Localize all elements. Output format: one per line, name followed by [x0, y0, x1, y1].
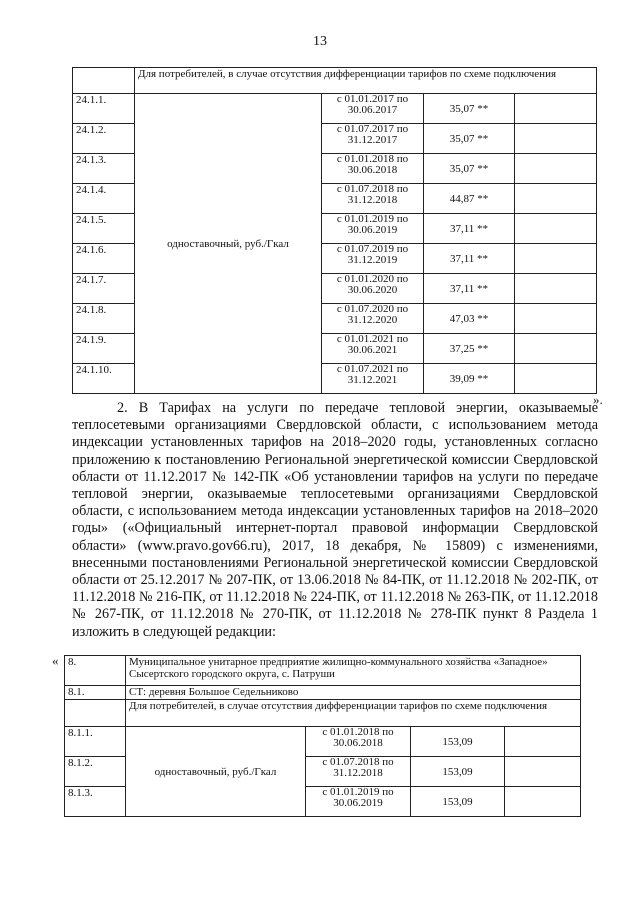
row-number: 8.1.: [65, 686, 126, 700]
rate-type: одноставочный, руб./Гкал: [135, 94, 322, 394]
empty-cell: [515, 214, 597, 244]
empty-cell: [515, 334, 597, 364]
tariff-row: [73, 94, 597, 124]
empty-cell: [73, 68, 135, 94]
tariff-value: 37,25 **: [424, 334, 515, 364]
empty-cell: [515, 244, 597, 274]
consumer-condition: Для потребителей, в случае отсутствия дифференциации тарифов по схеме подключения: [126, 700, 581, 727]
row-number: 24.1.7.: [73, 274, 135, 304]
row-number: 24.1.3.: [73, 154, 135, 184]
tariff-value: 35,07 **: [424, 94, 515, 124]
table-condition-row: [65, 700, 581, 727]
rate-type: одноставочный, руб./Гкал: [126, 727, 306, 817]
amendment-paragraph: 2. В Тарифах на услуги по передаче тепловой энергии, оказываемые теплосетевыми организациями Свердловской области, с использованием метода индексации установленных тарифов на 2018–2020 годы, установленных согласно приложению к постановлению Региональной энергетической комиссии Свердловской области от 11.12.2017 № 142-ПК «Об установлении тарифов на услуги по передаче тепловой энергии, оказываемые теплосетевыми организациями Свердловской области, с использованием метода индексации установленных тарифов на 2018–2020 годы» («Официальный интернет-портал правовой информации Свердловской области» (www.pravo.gov66.ru), 2017, 18 декабря, № 15809) с изменениями, внесенными постановлениями Региональной энергетической комиссии Свердловской области от 25.12.2017 № 207-ПК, от 13.06.2018 № 84-ПК, от 11.12.2018 № 202-ПК, от 11.12.2018 № 216-ПК, от 11.12.2018 № 224-ПК, от 11.12.2018 № 263-ПК, от 11.12.2018 № 267-ПК, от 11.12.2018 № 270-ПК, от 11.12.2018 № 278-ПК пункт 8 Раздела 1 изложить в следующей редакции:: [72, 400, 598, 640]
period: с 01.07.2021 по 31.12.2021: [322, 364, 424, 394]
tariff-value: 44,87 **: [424, 184, 515, 214]
organization-row: [65, 656, 581, 686]
empty-cell: [515, 364, 597, 394]
empty-cell: [65, 700, 126, 727]
tariff-value: 37,11 **: [424, 214, 515, 244]
tariff-value: 35,07 **: [424, 154, 515, 184]
empty-cell: [505, 757, 581, 787]
tariff-table-new: [64, 655, 581, 817]
period: с 01.01.2019 по 30.06.2019: [322, 214, 424, 244]
period: с 01.01.2019 по 30.06.2019: [306, 787, 411, 817]
period: с 01.07.2018 по 31.12.2018: [306, 757, 411, 787]
organization-name: Муниципальное унитарное предприятие жилищно-коммунального хозяйства «Западное» Сысертского городского округа, с. Патруши: [126, 656, 581, 686]
row-number: 8.1.1.: [65, 727, 126, 757]
row-number: 24.1.4.: [73, 184, 135, 214]
empty-cell: [515, 274, 597, 304]
row-number: 24.1.6.: [73, 244, 135, 274]
period: с 01.07.2020 по 31.12.2020: [322, 304, 424, 334]
tariff-value: 35,07 **: [424, 124, 515, 154]
open-quote-mark: «: [52, 653, 59, 668]
period: с 01.01.2021 по 30.06.2021: [322, 334, 424, 364]
empty-cell: [515, 154, 597, 184]
row-number: 24.1.2.: [73, 124, 135, 154]
tariff-table-continued: [72, 67, 597, 394]
empty-cell: [515, 184, 597, 214]
period: с 01.01.2018 по 30.06.2018: [322, 154, 424, 184]
empty-cell: [505, 727, 581, 757]
empty-cell: [515, 94, 597, 124]
table-condition-row: [73, 68, 597, 94]
tariff-value: 153,09: [411, 787, 505, 817]
row-number: 8.1.3.: [65, 787, 126, 817]
tariff-row: [65, 727, 581, 757]
page-number: 13: [313, 34, 327, 49]
table-closing-mark: ».: [593, 392, 603, 407]
tariff-value: 153,09: [411, 727, 505, 757]
period: с 01.01.2018 по 30.06.2018: [306, 727, 411, 757]
period: с 01.01.2020 по 30.06.2020: [322, 274, 424, 304]
row-number: 24.1.1.: [73, 94, 135, 124]
row-number: 24.1.8.: [73, 304, 135, 334]
consumer-condition: Для потребителей, в случае отсутствия дифференциации тарифов по схеме подключения: [135, 68, 597, 94]
period: с 01.07.2019 по 31.12.2019: [322, 244, 424, 274]
period: с 01.01.2017 по 30.06.2017: [322, 94, 424, 124]
row-number: 24.1.10.: [73, 364, 135, 394]
tariff-value: 153,09: [411, 757, 505, 787]
tariff-value: 39,09 **: [424, 364, 515, 394]
settlement-row: [65, 686, 581, 700]
row-number: 24.1.9.: [73, 334, 135, 364]
row-number: 8.: [65, 656, 126, 686]
empty-cell: [515, 304, 597, 334]
settlement-name: СТ: деревня Большое Седельниково: [126, 686, 581, 700]
row-number: 24.1.5.: [73, 214, 135, 244]
tariff-value: 37,11 **: [424, 244, 515, 274]
tariff-value: 37,11 **: [424, 274, 515, 304]
period: с 01.07.2017 по 31.12.2017: [322, 124, 424, 154]
empty-cell: [515, 124, 597, 154]
row-number: 8.1.2.: [65, 757, 126, 787]
empty-cell: [505, 787, 581, 817]
period: с 01.07.2018 по 31.12.2018: [322, 184, 424, 214]
tariff-value: 47,03 **: [424, 304, 515, 334]
